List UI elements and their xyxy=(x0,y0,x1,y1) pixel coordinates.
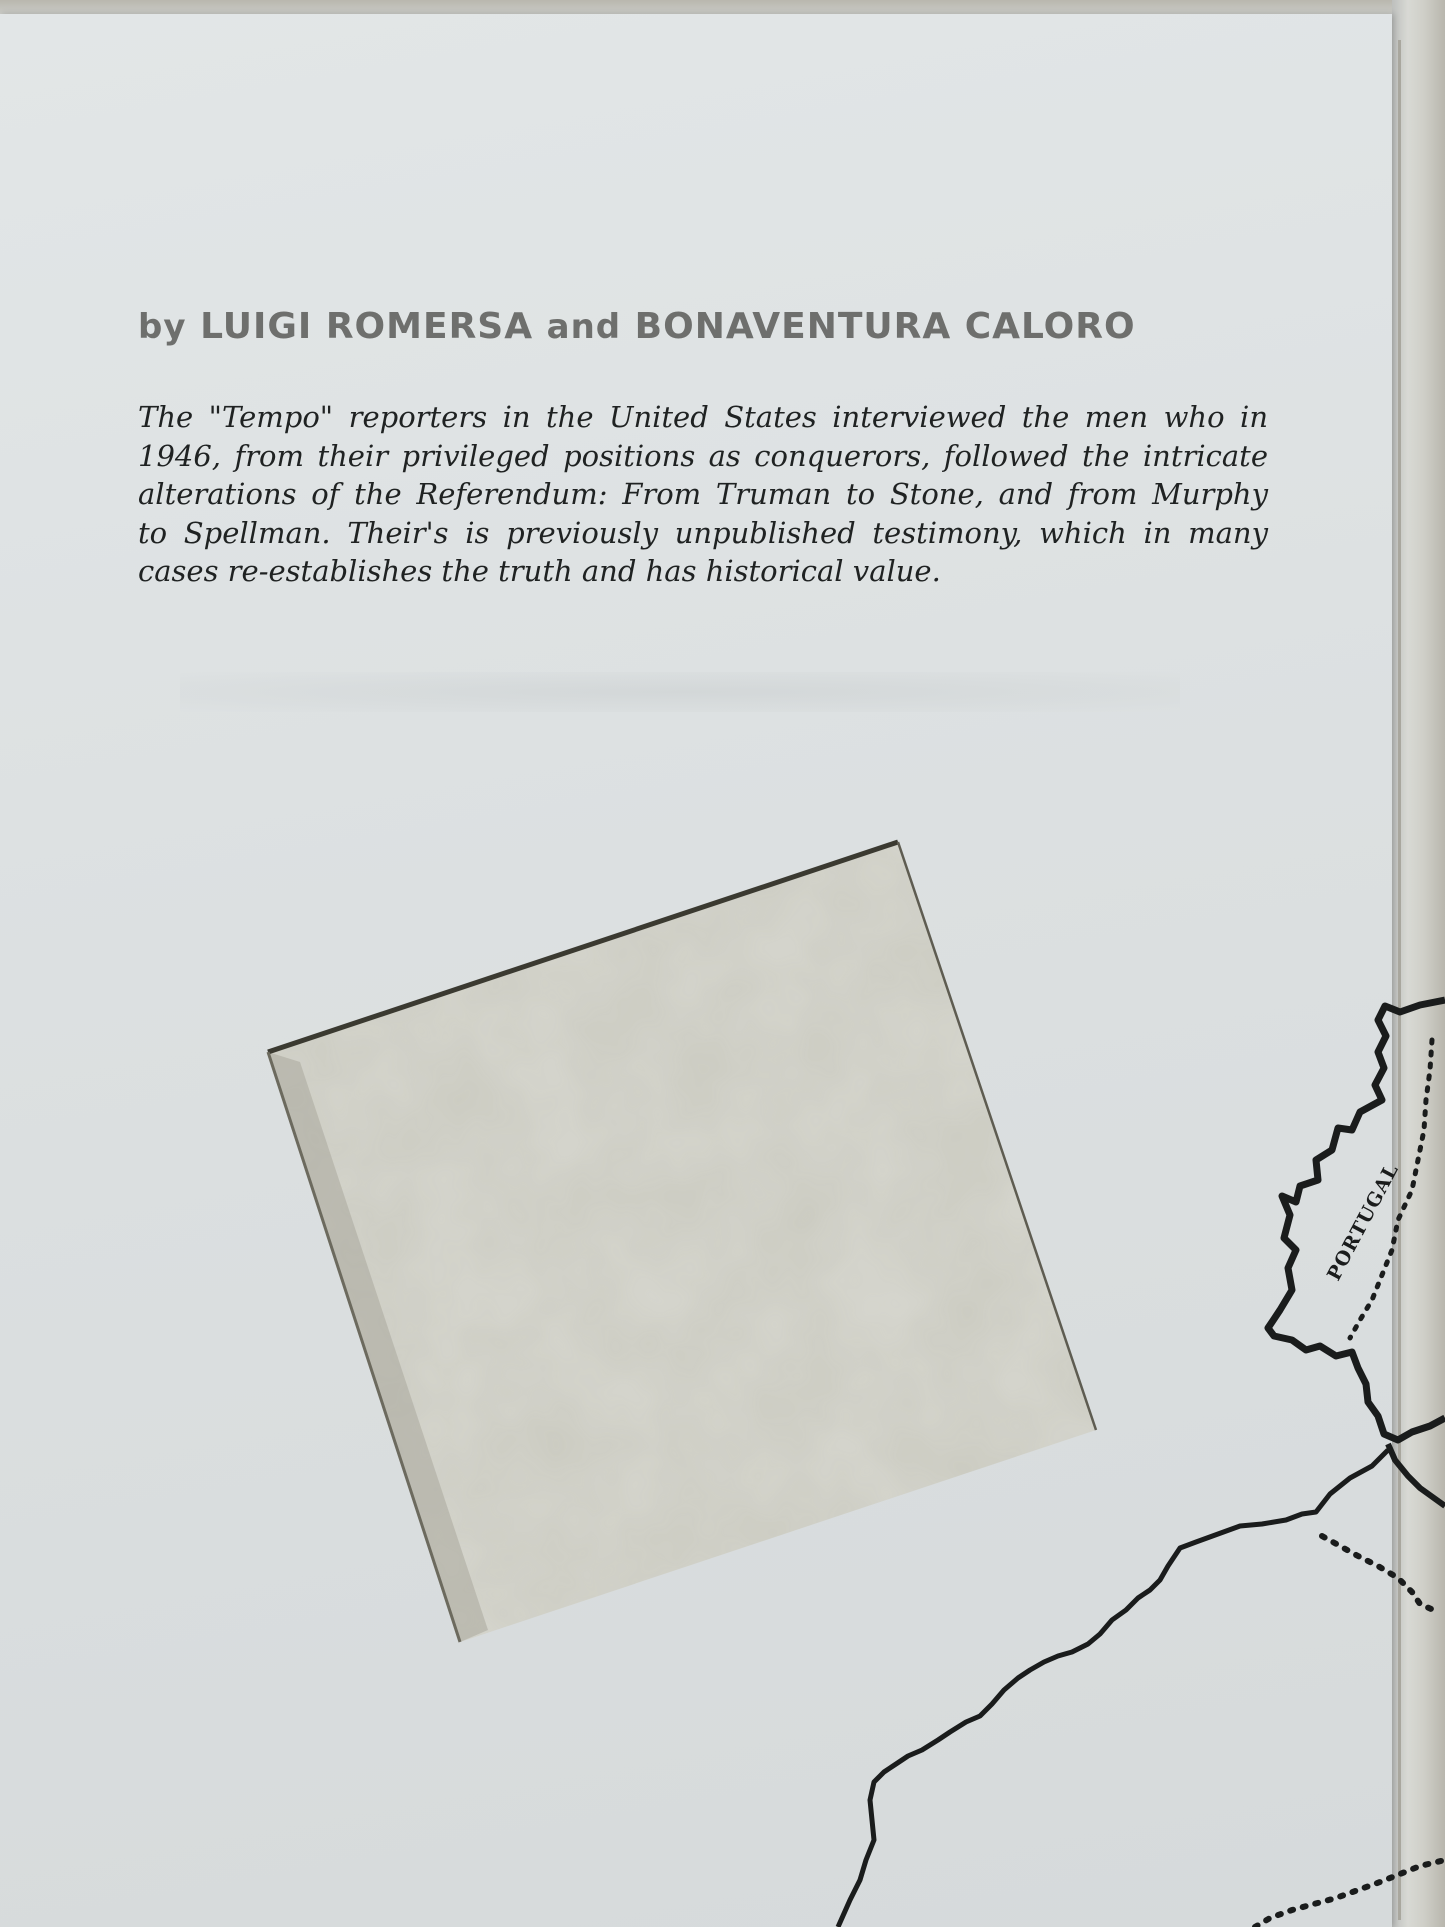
river-line xyxy=(838,1450,1388,1927)
byline-author-1: LUIGI ROMERSA xyxy=(200,306,534,347)
byline-prefix: by xyxy=(138,307,187,347)
coastline-south xyxy=(1388,1444,1445,1506)
intro-line-4: to Spellman. Their's is previously unpublished testimony, which in many xyxy=(138,515,1268,550)
border-dotted-2 xyxy=(1322,1536,1438,1612)
byline-author-2: BONAVENTURA CALORO xyxy=(634,306,1136,347)
intro-line-3: alterations of the Referendum: From Truman to Stone, and from Murphy xyxy=(138,477,1268,511)
map-label-portugal: PORTUGAL xyxy=(1322,1159,1404,1285)
intro-line-5: cases re-establishes the truth and has historical value. xyxy=(138,554,941,588)
intro-line-2: 1946, from their privileged positions as conquerors, followed the intricate xyxy=(138,438,1268,473)
intro-line-1: The "Tempo" reporters in the United States interviewed the men who in xyxy=(138,400,1268,434)
byline-conjunction: and xyxy=(546,307,622,347)
border-dotted-3 xyxy=(1255,1860,1445,1927)
